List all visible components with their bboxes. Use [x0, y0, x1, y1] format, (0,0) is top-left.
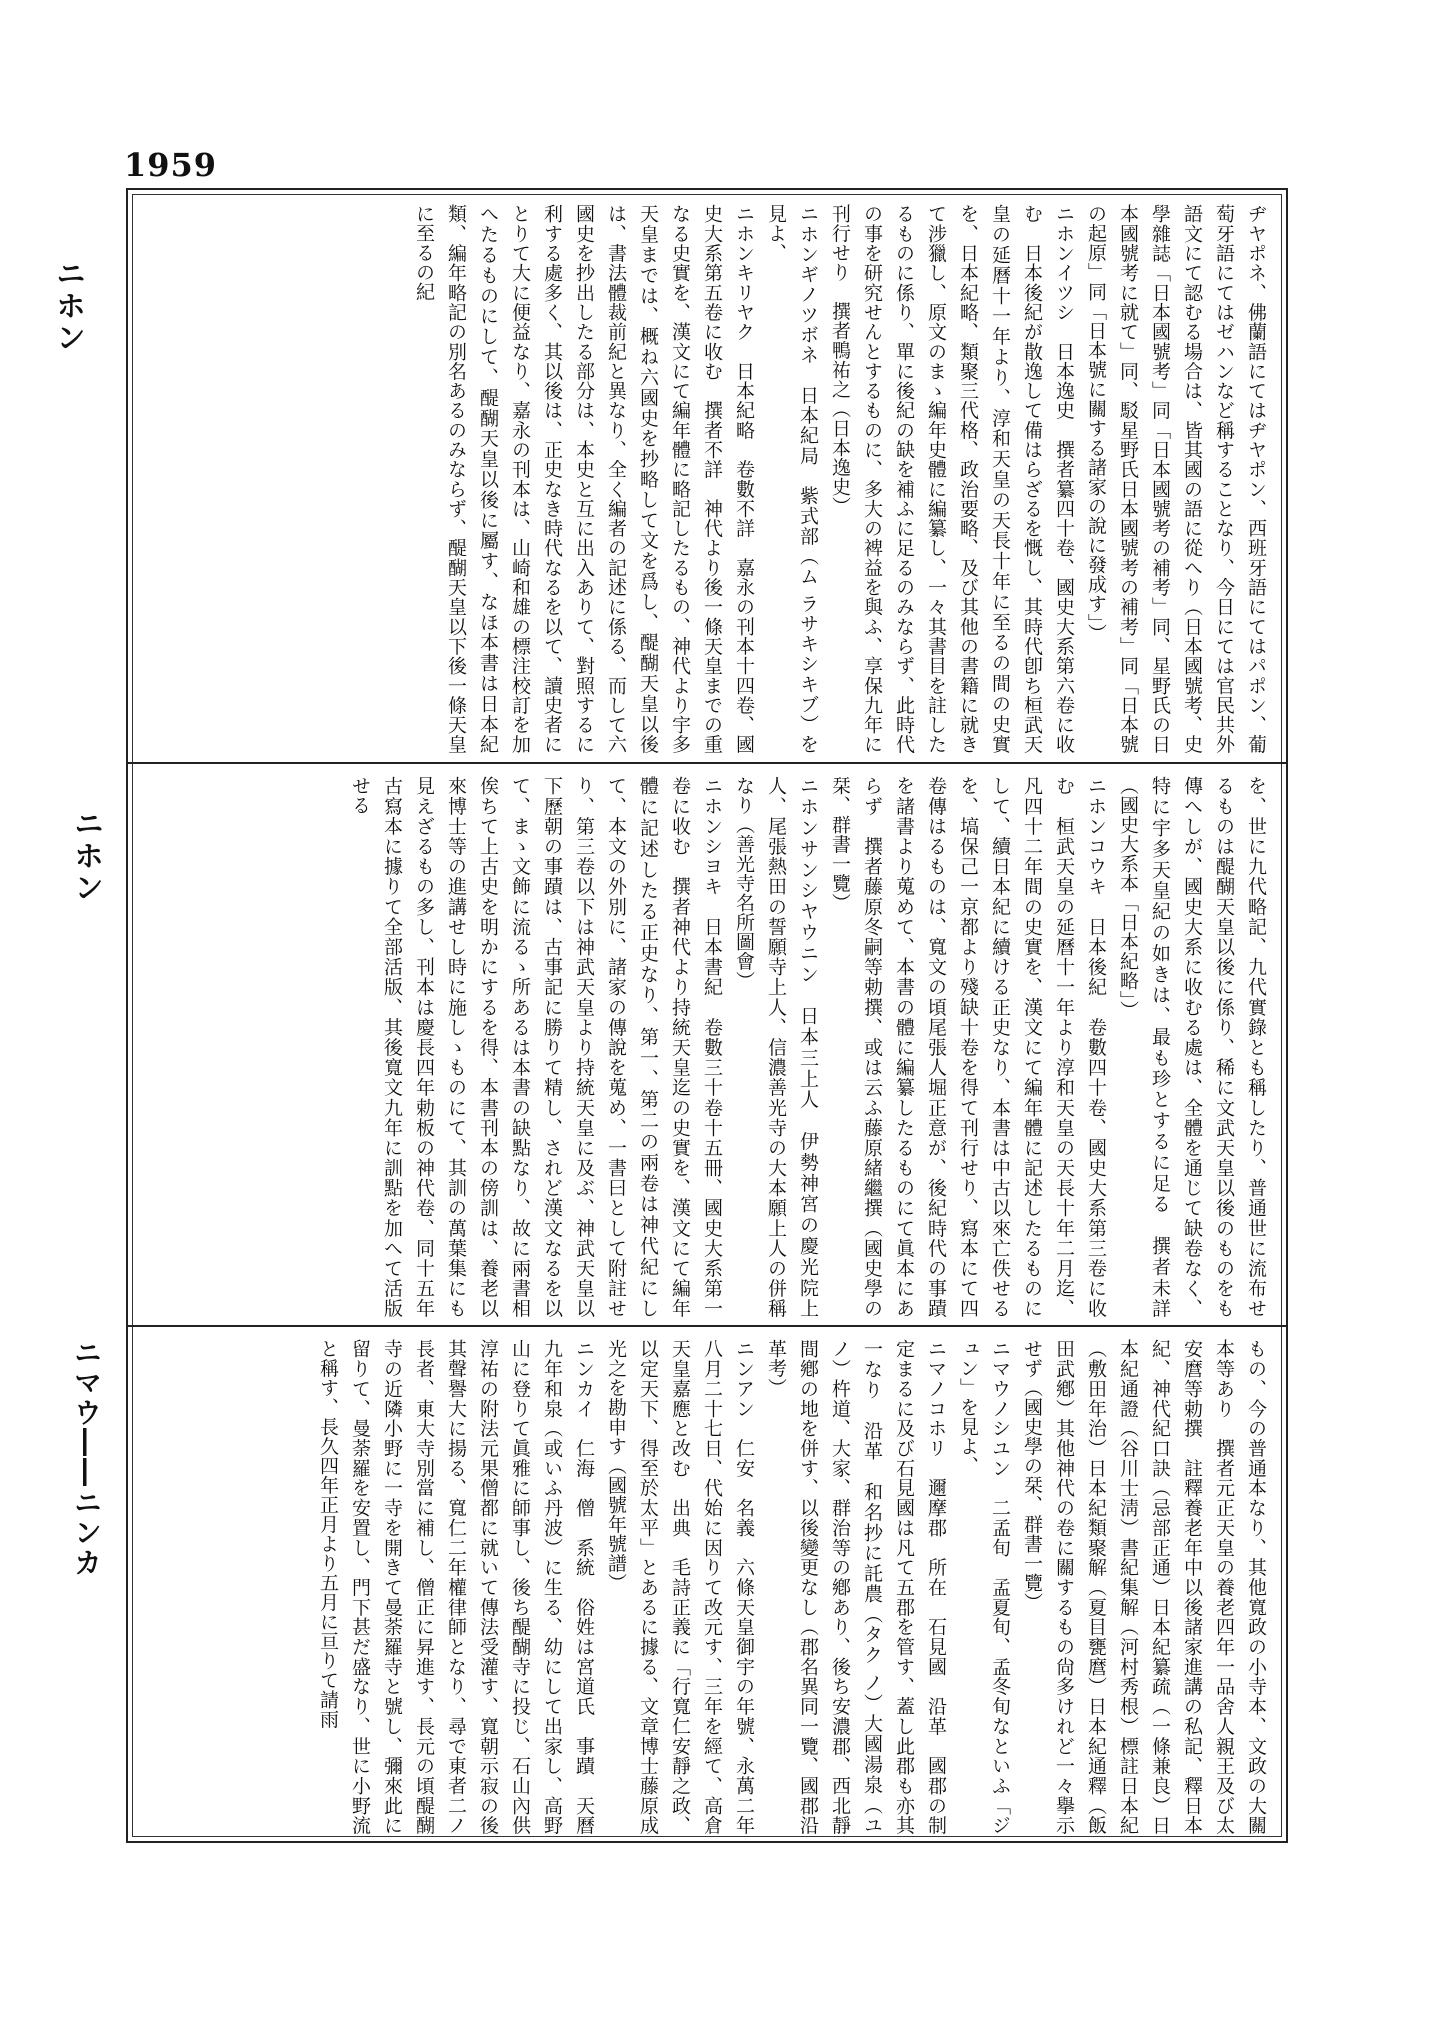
entry-nima-no-kohori: ニマノコホリ 邇摩郡 所在 石見國 沿革 國郡の制定まるに及び石見國は凡て五郡を管す、蓋し此郡も亦其一なり 沿革 和名抄に託農（タク ノ）大國湯泉（ユノ）杵道、大家、群治等の鄕あり、後ち安濃郡、西北靜間鄕の地を併す、以後變更なし（郡名異同一覽、國郡沿革考） — [765, 1339, 947, 1835]
entry-ninkai: ニンカイ 仁海 僧 系統 俗姓は宮道氏 事蹟 天曆九年和泉（或いふ丹波）に生る、幼にして出家し、高野山に登りて眞雅に師事し、後ち醍醐寺に投じ、石山內供淳祐の附法元果僧都に就いて傳法受灌す、寬朝示寂の後其聲譽大に揚る、寬仁二年權律師となり、尋で東者二ノ長者、東大寺別當に補し、僧正に昇進す、長元の頃醍醐寺の近隣小野に一寺を開きて曼荼羅寺と號し、彌來此に留りて、曼荼羅を安置し、門下甚だ盛なり、世に小野流と稱す、長久四年正月より五月に亘りて請雨 — [317, 1339, 595, 1835]
entry-continuation: を、世に九代略記、九代實錄とも稱したり、普通世に流布せるものは醍醐天皇以後に係り、稀に文武天皇以後のものをも傳へしが、國史大系に收むる處は、全體を通じて缺卷なく、特に宇多天皇紀の如きは、最も珍とするに足る 撰者未詳（國史大系本「日本紀略」） — [1117, 776, 1267, 1318]
tier-middle — [134, 770, 1280, 1318]
tier-divider-1 — [128, 762, 1286, 764]
tier-top — [134, 198, 1280, 754]
tier-middle-text — [344, 770, 1280, 1318]
tier-bottom — [134, 1333, 1280, 1835]
entry-nihon-kiryaku: ニホンキリヤク 日本紀略 卷數不詳 嘉永の刊本十四卷、國史大系第五卷に收む 撰者不詳 神代より後一條天皇までの重なる史實を、漢文にて編年體に略記したるもの、神代より宇多天皇までは、概ね六國史を抄略して文を爲し、醍醐天皇以後は、書法體裁前紀と異なり、全く編者の記述に係る、而して六國史を抄出したる部分は、本史と互に出入ありて、對照するに利する處多く、其以後は、正史なき時代なるを以て、讀史者にとりて大に便益なり、嘉永の刊本は、山崎和雄の標注校訂を加へたるものにして、醍醐天皇以後に屬す、なほ本書は日本紀類、編年略記の別名あるのみならず、醍醐天皇以下後一條天皇に至るの紀 — [413, 204, 755, 754]
side-label-top: ニホン — [50, 258, 85, 354]
tier-top-text — [408, 198, 1280, 754]
tier-divider-2 — [128, 1325, 1286, 1327]
entry-continuation: もの、今の普通本なり、其他寬政の小寺本、文政の大關本等あり 撰者元正天皇の養老四年一品舍人親王及び太安麿等勅撰 註釋養老年中以後諸家進講の私記、釋日本紀、神代紀口訣（忌部正通）日本紀纂疏（一條兼良）日本紀通證（谷川士淸）書紀集解（河村秀根）標註日本紀（敷田年治）日本紀類聚解（夏目甕麿）日本紀通釋（飯田武鄕）其他神代の卷に關するもの尙多けれど一々擧示せず（國史學の栞、群書一覽） — [1021, 1339, 1267, 1835]
entry-text: ヂヤポネ、佛蘭語にてはヂヤポン、西班牙語にてはパポン、葡萄牙語にてはゼハンなど稱することなり、今日にては官民共外語文にて認むる場合は、皆其國の語に從へり（日本國號考、史學雜誌「日本國號考」同「日本國號考の補考」同、星野氏の日本國號考に就て」同、駁星野氏日本國號考の補考」同「日本號の起原」同「日本號に關する諸家の說に發成す」） — [1085, 204, 1267, 754]
side-label-middle: ニホン — [68, 808, 103, 904]
page-number: 1959 — [124, 146, 218, 184]
entry-nihon-sanshounin: ニホンサンシヤウニン 日本三上人 伊勢神宮の慶光院上人、尾張熱田の誓願寺上人、信濃善光寺の大本願上人の併稱なり（善光寺名所圖會） — [733, 776, 819, 1318]
entry-ninan: ニンアン 仁安 名義 六條天皇御宇の年號、永萬二年八月二十七日、代始に因りて改元す、三年を經て、高倉天皇嘉應と改む 出典 毛詩正義に「行寬仁安靜之政、以定天下、得至於太平」とあるに據る、文章博士藤原成光之を勘申す（國號年號譜） — [605, 1339, 755, 1835]
entry-nimou-no-shun: ニマウノシユン 二孟旬 孟夏旬、孟冬旬なといふ「ジュン」を見よ、 — [957, 1339, 1011, 1835]
tier-bottom-text — [312, 1333, 1280, 1835]
entry-nihon-itsushi: ニホンイツシ 日本逸史 撰者纂四十卷、國史大系第六卷に收む 日本後紀が散逸して備はらざるを慨し、其時代卽ち桓武天皇の延曆十一年より、淳和天皇の天長十年に至るの間の史實を、日本紀略、類聚三代格、政治要略、及び其他の書籍に就きて涉獵し、原文のまゝ編年史體に編纂し、一々其書目を註したるものに係り、單に後紀の缺を補ふに足るのみならず、此時代の事を研究せんとするものに、多大の裨益を與ふ、享保九年に刊行せり 撰者鴨祐之（日本逸史） — [829, 204, 1075, 754]
entry-nihon-shoki: ニホンシヨキ 日本書紀 卷數三十卷十五冊、國史大系第一卷に收む 撰者神代より持統天皇迄の史實を、漢文にて編年體に記述したる正史なり、第一、第二の兩卷は神代紀にして、本文の外別に、諸家の傳說を蒐め、一書曰として附註せり、第三卷以下は神武天皇より持統天皇に及ぶ、神武天皇以下歷朝の事蹟は、古事記に勝りて精し、されど漢文なるを以て、まゝ文飾に流るゝ所あるは本書の缺點なり、故に兩書相俟ちて上古史を明かにするを得、本書刊本の傍訓は、養老以來博士等の進講せし時に施しゝものにて、其訓の萬葉集にも見えざるもの多し、刊本は慶長四年勅板の神代卷、同十五年古寫本に據りて全部活版、其後寬文九年に訓點を加へて活版せる — [349, 776, 723, 1318]
entry-nihon-kouki: ニホンコウキ 日本後紀 卷數四十卷、國史大系第三卷に收む 桓武天皇の延曆十一年より淳和天皇の天長十年二月迄、凡四十二年間の史實を、漢文にて編年體に記述したるものにして、續日本紀に續ける正史なり、本書は中古以來亡佚せるを、塙保己一京都より殘缺十卷を得て刊行せり、寫本にて四卷傳はるものは、寬文の頃尾張人堀正意が、後紀時代の事蹟を諸書より蒐めて、本書の體に編纂したるものにて眞本にあらず 撰者藤原冬嗣等勅撰、或は云ふ藤原緒繼撰（國史學の栞、群書一覽） — [829, 776, 1107, 1318]
entry-nihongi-no-tsubone: ニホンギノツボネ 日本紀局 紫式部（ム ラサキシキブ）を見よ、 — [765, 204, 819, 754]
side-label-bottom: ニマウ――ニンカ — [70, 1338, 103, 1578]
